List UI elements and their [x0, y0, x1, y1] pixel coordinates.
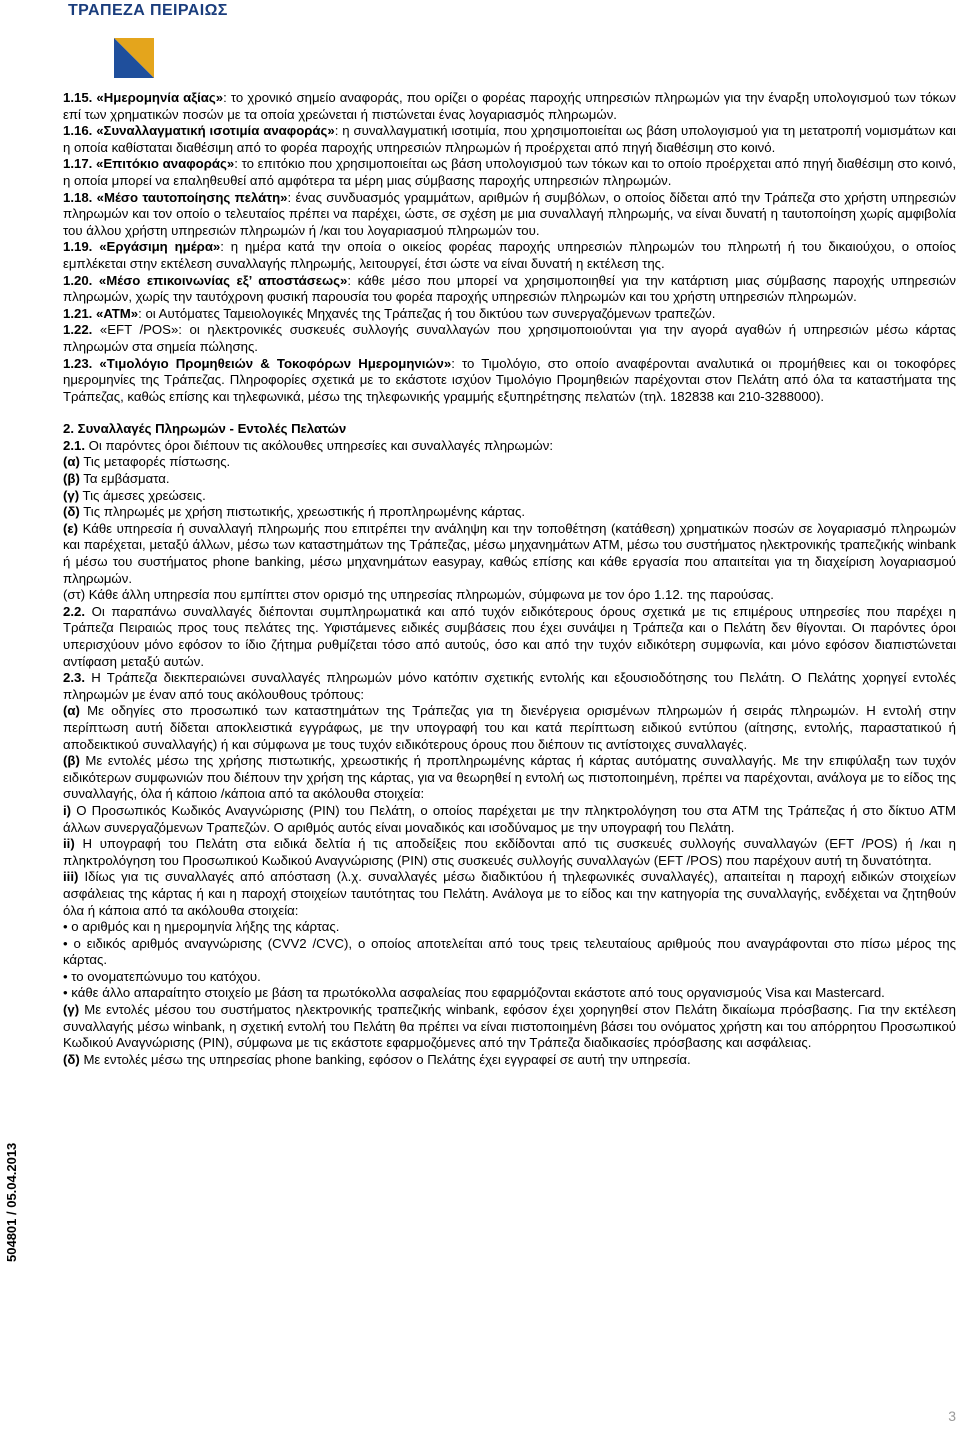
piraeus-bank-logo-icon	[114, 38, 154, 78]
page-number: 3	[948, 1408, 956, 1424]
clause-2-1-st: (στ) Κάθε άλλη υπηρεσία που εμπίπτει στον ορισμό της υπηρεσίας πληρωμών, σύμφωνα με τον όρο 1.12. της παρούσας.	[63, 587, 774, 603]
definition-1-19: 1.19. «Εργάσιμη ημέρα»: η ημέρα κατά την οποία ο οικείος φορέας παροχής υπηρεσιών πληρωμών του πληρωτή ή του δικαιούχου, ο οποίος εμπλέκεται στην εκτέλεση συναλλαγής πληρωμής, λειτουργεί, έτσι ώστε να είναι δυνατή η εκτέλεση της.	[63, 239, 956, 271]
document-code-vertical: 504801 / 05.04.2013	[4, 1142, 19, 1262]
section-2-heading: 2. Συναλλαγές Πληρωμών - Εντολές Πελατών	[63, 421, 347, 437]
definition-1-15: 1.15. «Ημερομηνία αξίας»: το χρονικό σημείο αναφοράς, που ορίζει ο φορέας παροχής υπηρεσιών πληρωμών για την έναρξη υπολογισμού των τόκων επί των χρηματικών ποσών με τα οποία χρεώνεται ή πιστώνεται ένας λογαριασμός πληρωμών.	[63, 90, 956, 122]
bullet-item: • κάθε άλλο απαραίτητο στοιχείο με βάση τα πρωτόκολλα ασφαλείας που εφαρμόζονται εκάστοτε από τους οργανισμούς Visa και Mastercard.	[63, 985, 885, 1001]
definition-1-18: 1.18. «Μέσο ταυτοποίησης πελάτη»: ένας συνδυασμός γραμμάτων, αριθμών ή συμβόλων, ο οποίος δίδεται από την Τράπεζα στο χρήστη υπηρεσιών πληρωμών και τον οποίο ο τελευταίος πρέπει να παρέχει, ώστε, σε σχέση με μια συναλλαγή πληρωμής, να είναι δυνατή η ταυτοποίηση χωρίς αμφιβολία του άλλου χρήστη υπηρεσιών πληρωμών ή /και του λογαριασμού πληρωμών του.	[63, 189, 956, 238]
clause-2-1-c: (γ) Τις άμεσες χρεώσεις.	[63, 487, 206, 503]
terms-document-body	[63, 90, 956, 1068]
definition-1-23: 1.23. «Τιμολόγιο Προμηθειών & Τοκοφόρων Ημερομηνιών»: το Τιμολόγιο, στο οποίο αναφέρονται αναλυτικά οι προμήθειες και οι τοκοφόρες ημερομηνίες της Τράπεζας. Πληροφορίες σχετικά με το εκάστοτε ισχύον Τιμολόγιο Προμηθειών παρέχονται στον Πελάτη από όλα τα καταστήματα της Τράπεζας, καθώς επίσης και τηλεφωνικά, μέσω της τηλεφωνικής γραμμής εξυπηρέτησης πελατών (τηλ. 182838 και 210-3288000).	[63, 355, 957, 404]
clause-2-3: 2.3. Η Τράπεζα διεκπεραιώνει συναλλαγές πληρωμών μόνο κατόπιν σχετικής εντολής και εξουσιοδότησης του Πελάτη. Ο Πελάτης χορηγεί εντολές πληρωμών με έναν από τους ακόλουθους τρόπους:	[63, 670, 956, 702]
definition-1-16: 1.16. «Συναλλαγματική ισοτιμία αναφοράς»: η συναλλαγματική ισοτιμία, που χρησιμοποιείται ως βάση υπολογισμού για τη μετατροπή νομισμάτων και η οποία καθίσταται διαθέσιμη από το φορέα παροχής υπηρεσιών πληρωμών ή προέρχεται από πηγή διαθέσιμη στο κοινό.	[63, 123, 956, 155]
clause-2-1: 2.1. Οι παρόντες όροι διέπουν τις ακόλουθες υπηρεσίες και συναλλαγές πληρωμών:	[63, 437, 553, 453]
clause-2-3-a: (α) Με οδηγίες στο προσωπικό των καταστημάτων της Τράπεζας για τη διενέργεια ορισμένων πληρωμών ή σειράς πληρωμών. Η εντολή στην περίπτωση αυτή δίδεται αποκλειστικά εγγράφως, με την υπογραφή του και κατά περίπτωση ειδικού εντύπου (αίτησης, εντολής, παραστατικού ή αποδεικτικού συναλλαγής) ή και σύμφωνα με τους τυχόν ειδικότερους όρους που διέπουν τις αντίστοιχες συναλλαγές.	[63, 703, 956, 752]
bullet-item: • ο αριθμός και η ημερομηνία λήξης της κάρτας.	[63, 919, 340, 935]
clause-2-1-e: (ε) Κάθε υπηρεσία ή συναλλαγή πληρωμής που επιτρέπει την ανάληψη και την τοποθέτηση (κατάθεση) χρηματικών ποσών σε λογαριασμό πληρωμών και παρέχεται, μεταξύ άλλων, μέσω των καταστημάτων της Τράπεζας, μέσω μηχανημάτων ΑΤΜ, μέσω του συστήματος ηλεκτρονικής τραπεζικής winbank ή μέσω του συστήματος phone banking, μέσω μηχανημάτων easypay, καθώς επίσης και κάθε εργασία που απαιτείται για τη διαχείριση λογαριασμού πληρωμών.	[63, 520, 956, 586]
clause-2-1-b: (β) Τα εμβάσματα.	[63, 471, 170, 487]
bullet-item: • ο ειδικός αριθμός αναγνώρισης (CVV2 /CVC), ο οποίος αποτελείται από τους τρεις τελευταίους αριθμούς που αναγράφονται στο πίσω μέρος της κάρτας.	[63, 935, 956, 968]
clause-2-3-b: (β) Με εντολές μέσω της χρήσης πιστωτικής, χρεωστικής ή προπληρωμένης κάρτας ή κάρτας αυτόματης συναλλαγής. Με την επιφύλαξη των τυχόν ειδικότερων συμφωνιών που διέπουν την χρήση της κάρτας, για να θεωρηθεί η εντολή ως πιστοποιημένη, πρέπει να παρέχονται, ανάλογα με το είδος της συναλλαγής, όλα ή κάποιο /κάποια από τα ακόλουθα στοιχεία:	[63, 753, 956, 802]
definition-1-20: 1.20. «Μέσο επικοινωνίας εξ’ αποστάσεως»: κάθε μέσο που μπορεί να χρησιμοποιηθεί για την κατάρτιση μιας σύμβασης παροχής υπηρεσιών πληρωμών, χωρίς την ταυτόχρονη φυσική παρουσία του φορέα παροχής υπηρεσιών πληρωμών και του χρήστη υπηρεσιών πληρωμών.	[63, 272, 956, 305]
clause-2-3-b-i: i) Ο Προσωπικός Κωδικός Αναγνώρισης (PIN) του Πελάτη, ο οποίος παρέχεται με την πληκτρολόγηση του στα ΑΤΜ της Τράπεζας ή στο δίκτυο ΑΤΜ άλλων συνεργαζόμενων Τραπεζών. Ο αριθμός αυτός είναι μοναδικός και ισοδύναμος με την υπογραφή του Πελάτη.	[63, 802, 956, 835]
clause-2-3-b-iii: iii) Ιδίως για τις συναλλαγές από απόσταση (λ.χ. συναλλαγές μέσω διαδικτύου ή τηλεφωνικές συναλλαγές), απαιτείται η παροχή ειδικών στοιχείων ασφάλειας της κάρτας ή και η παροχή στοιχείων ταυτότητας του Πελάτη. Ανάλογα με το είδος και την κατηγορία της συναλλαγής, ενδέχεται να ζητηθούν όλα ή κάποια από τα ακόλουθα στοιχεία:	[63, 869, 956, 918]
definition-1-21: 1.21. «ΑΤΜ»: οι Αυτόματες Ταμειολογικές Μηχανές της Τράπεζας ή του δικτύου των συνεργαζόμενων τραπεζών.	[63, 305, 716, 321]
definition-1-22: 1.22. «EFT /POS»: οι ηλεκτρονικές συσκευές συλλογής συναλλαγών που χρησιμοποιούνται για την αγορά αγαθών ή υπηρεσιών μέσω κάρτας πληρωμών στα σημεία πώλησης.	[63, 322, 956, 354]
definition-1-17: 1.17. «Επιτόκιο αναφοράς»: το επιτόκιο που χρησιμοποιείται ως βάση υπολογισμού των τόκων και το οποίο προέρχεται από πηγή διαθέσιμη στο κοινό, η οποία μπορεί να επαληθευθεί από αμφότερα τα μέρη μιας σύμβασης παροχής υπηρεσιών πληρωμών.	[63, 156, 957, 188]
bank-brand-name: ΤΡΑΠΕΖΑ ΠΕΙΡΑΙΩΣ	[68, 2, 228, 19]
bullet-item: • το ονοματεπώνυμο του κατόχου.	[63, 968, 261, 984]
clause-2-3-d: (δ) Με εντολές μέσω της υπηρεσίας phone banking, εφόσον ο Πελάτης έχει εγγραφεί σε αυτή την υπηρεσία.	[63, 1051, 691, 1067]
clause-2-3-b-ii: ii) Η υπογραφή του Πελάτη στα ειδικά δελτία ή τις αποδείξεις που εκδίδονται από τις συσκευές συλλογής συναλλαγών (EFT /POS) ή /και η πληκτρολόγηση του Προσωπικού Κωδικού Αναγνώρισης (PIN) στις συσκευές συλλογής συναλλαγών (EFT /POS) που παρέχουν αυτή τη δυνατότητα.	[63, 836, 956, 868]
clause-2-1-a: (α) Τις μεταφορές πίστωσης.	[63, 454, 231, 470]
clause-2-1-d: (δ) Τις πληρωμές με χρήση πιστωτικής, χρεωστικής ή προπληρωμένης κάρτας.	[63, 504, 525, 520]
clause-2-3-c: (γ) Με εντολές μέσου του συστήματος ηλεκτρονικής τραπεζικής winbank, εφόσον έχει χορηγηθεί στον Πελάτη δικαίωμα πρόσβασης. Για την εκτέλεση συναλλαγής μέσω winbank, η σχετική εντολή του Πελάτη θα πρέπει να είναι πιστοποιημένη βάσει του ονόματος χρήστη και του απόρρητου Προσωπικού Κωδικού Αναγνώρισης (PIN), σύμφωνα με τις εκάστοτε εφαρμοζόμενες από την Τράπεζα διαδικασίες πρόσβασης και ασφάλειας.	[63, 1002, 956, 1051]
clause-2-2: 2.2. Οι παραπάνω συναλλαγές διέπονται συμπληρωματικά και από τυχόν ειδικότερους όρους σχετικά με τις επιμέρους υπηρεσίες που παρέχει η Τράπεζα Πειραιώς προς τους πελάτες της. Υφιστάμενες ειδικές συμβάσεις που έχει συνάψει η Τράπεζα και ο Πελάτη δεν θίγονται. Οι παρόντες όροι υπερισχύουν μόνο εφόσον το ίδιο ζήτημα ρυθμίζεται τόσο από αυτούς, όσο και από την τυχόν ειδικότερη συμφωνία, και μόνο εφόσον διαπιστώνεται αντίφαση μεταξύ αυτών.	[63, 603, 956, 669]
